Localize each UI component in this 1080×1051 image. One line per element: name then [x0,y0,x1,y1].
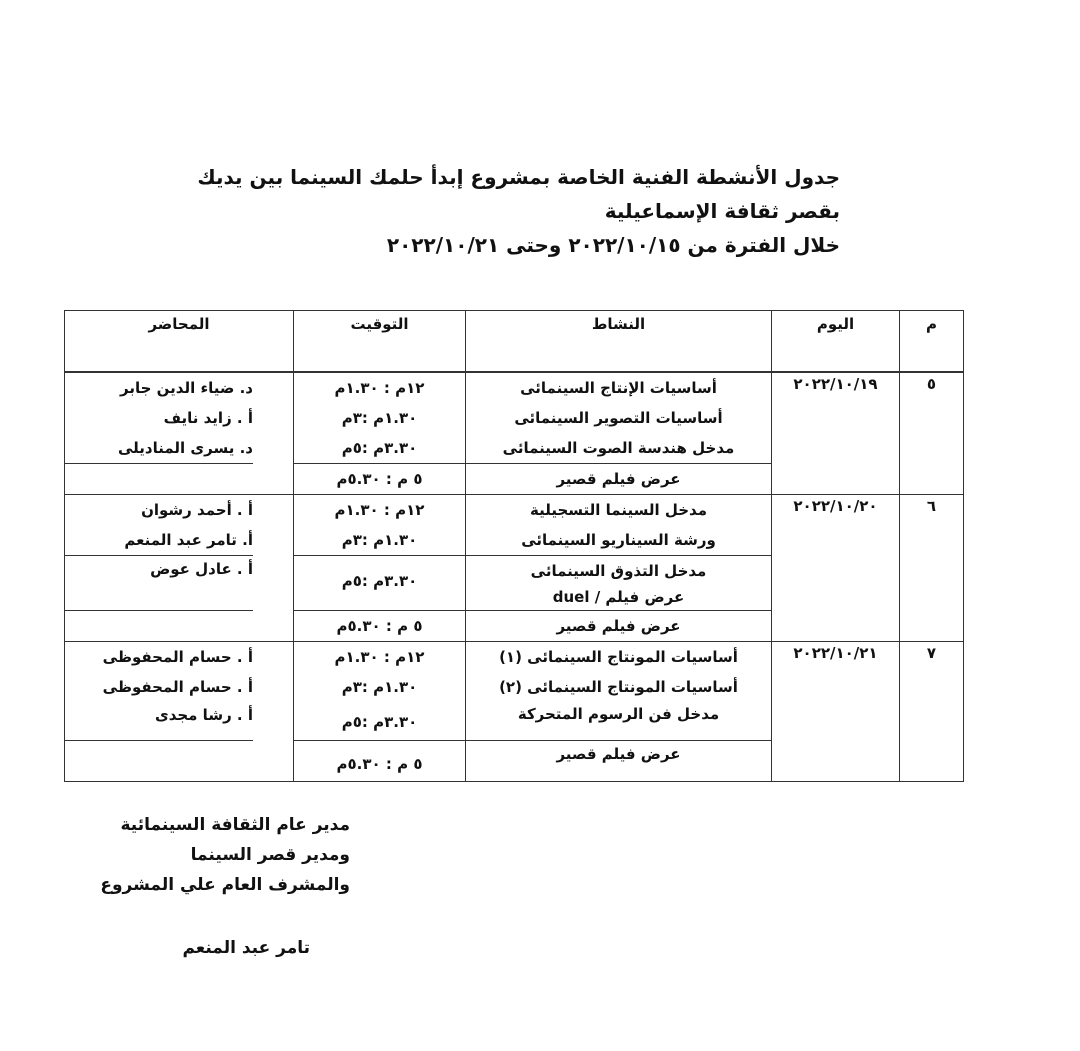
title-line-2: بقصر ثقافة الإسماعيلية [604,199,840,223]
activity-item: أساسيات المونتاج السينمائى (٢) [499,678,738,696]
activity-item: عرض فيلم قصير [556,745,681,763]
activity-item: أساسيات التصوير السينمائى [514,409,723,427]
header-lecturer: المحاضر [65,311,294,373]
signature-line-3: والمشرف العام علي المشروع [100,875,350,895]
table-header-row [65,311,964,373]
lecturer-item [65,464,253,494]
activity-cell [466,642,772,782]
activity-cell [466,495,772,642]
activity-cell [466,372,772,495]
lecturer-item: د. ضياء الدين جابر [120,379,253,397]
table-row [65,642,964,782]
lecturer-item: د. يسرى المناديلى [65,433,253,464]
signer-name: تامر عبد المنعم [182,938,310,958]
activity-item: عرض فيلم قصير [556,617,681,635]
time-item: ٣.٣٠م :٥م [294,702,465,741]
lecturer-cell [65,372,294,495]
lecturer-item: أ . حسام المحفوظى [102,648,253,666]
row-date: ٢٠٢٢/١٠/٢١ [772,642,900,782]
activity-item: أساسيات الإنتاج السينمائى [520,379,717,397]
time-item: ١٢م : ١.٣٠م [334,501,425,519]
signature-line-2: ومدير قصر السينما [190,845,350,865]
lecturer-cell [65,495,294,642]
lecturer-cell [65,642,294,782]
header-time: التوقيت [294,311,466,373]
time-cell [294,372,466,495]
row-number: ٧ [900,642,964,782]
row-number: ٥ [900,372,964,495]
time-item: ١.٣٠م :٣م [341,678,418,696]
activity-item: مدخل السينما التسجيلية [529,501,707,519]
time-item: ٣.٣٠م :٥م [294,433,465,464]
time-item: ٥ م : ٥.٣٠م [336,470,423,488]
time-item: ١.٣٠م :٣م [294,525,465,556]
activity-item: ورشة السيناريو السينمائى [466,525,771,556]
activity-item: عرض فيلم / duel [466,586,771,611]
lecturer-item [65,741,253,781]
time-item: ٣.٣٠م :٥م [294,556,465,611]
time-item: ١٢م : ١.٣٠م [334,648,425,666]
time-cell [294,642,466,782]
header-day: اليوم [772,311,900,373]
lecturer-item [65,611,253,641]
document-title [197,160,840,262]
activity-item: مدخل فن الرسوم المتحركة [466,702,771,741]
activity-item: مدخل هندسة الصوت السينمائى [466,433,771,464]
time-cell [294,495,466,642]
lecturer-item: أ . رشا مجدى [65,702,253,741]
row-date: ٢٠٢٢/١٠/٢٠ [772,495,900,642]
row-number: ٦ [900,495,964,642]
time-item: ٥ م : ٥.٣٠م [336,755,423,773]
schedule-table [64,310,964,782]
lecturer-item: أ . زايد نايف [163,409,253,427]
title-line-3: خلال الفترة من ٢٠٢٢/١٠/١٥ وحتى ٢٠٢٢/١٠/٢١ [386,233,840,257]
activity-item: أساسيات المونتاج السينمائى (١) [499,648,738,666]
lecturer-item: أ . حسام المحفوظى [102,678,253,696]
table-row [65,372,964,495]
row-date: ٢٠٢٢/١٠/١٩ [772,372,900,495]
lecturer-item: أ . أحمد رشوان [141,501,253,519]
signature-line-1: مدير عام الثقافة السينمائية [120,815,350,835]
lecturer-item: أ . عادل عوض [65,556,253,611]
time-item: ١٢م : ١.٣٠م [334,379,425,397]
lecturer-item: أ. تامر عبد المنعم [65,525,253,556]
activity-item: مدخل التذوق السينمائى [530,562,707,580]
signature-block [100,810,350,900]
activity-item: عرض فيلم قصير [556,470,681,488]
header-num: م [900,311,964,373]
title-line-1: جدول الأنشطة الفنية الخاصة بمشروع إبدأ حلمك السينما بين يديك [197,165,840,189]
time-item: ٥ م : ٥.٣٠م [336,617,423,635]
header-activity: النشاط [466,311,772,373]
time-item: ١.٣٠م :٣م [341,409,418,427]
table-row [65,495,964,642]
